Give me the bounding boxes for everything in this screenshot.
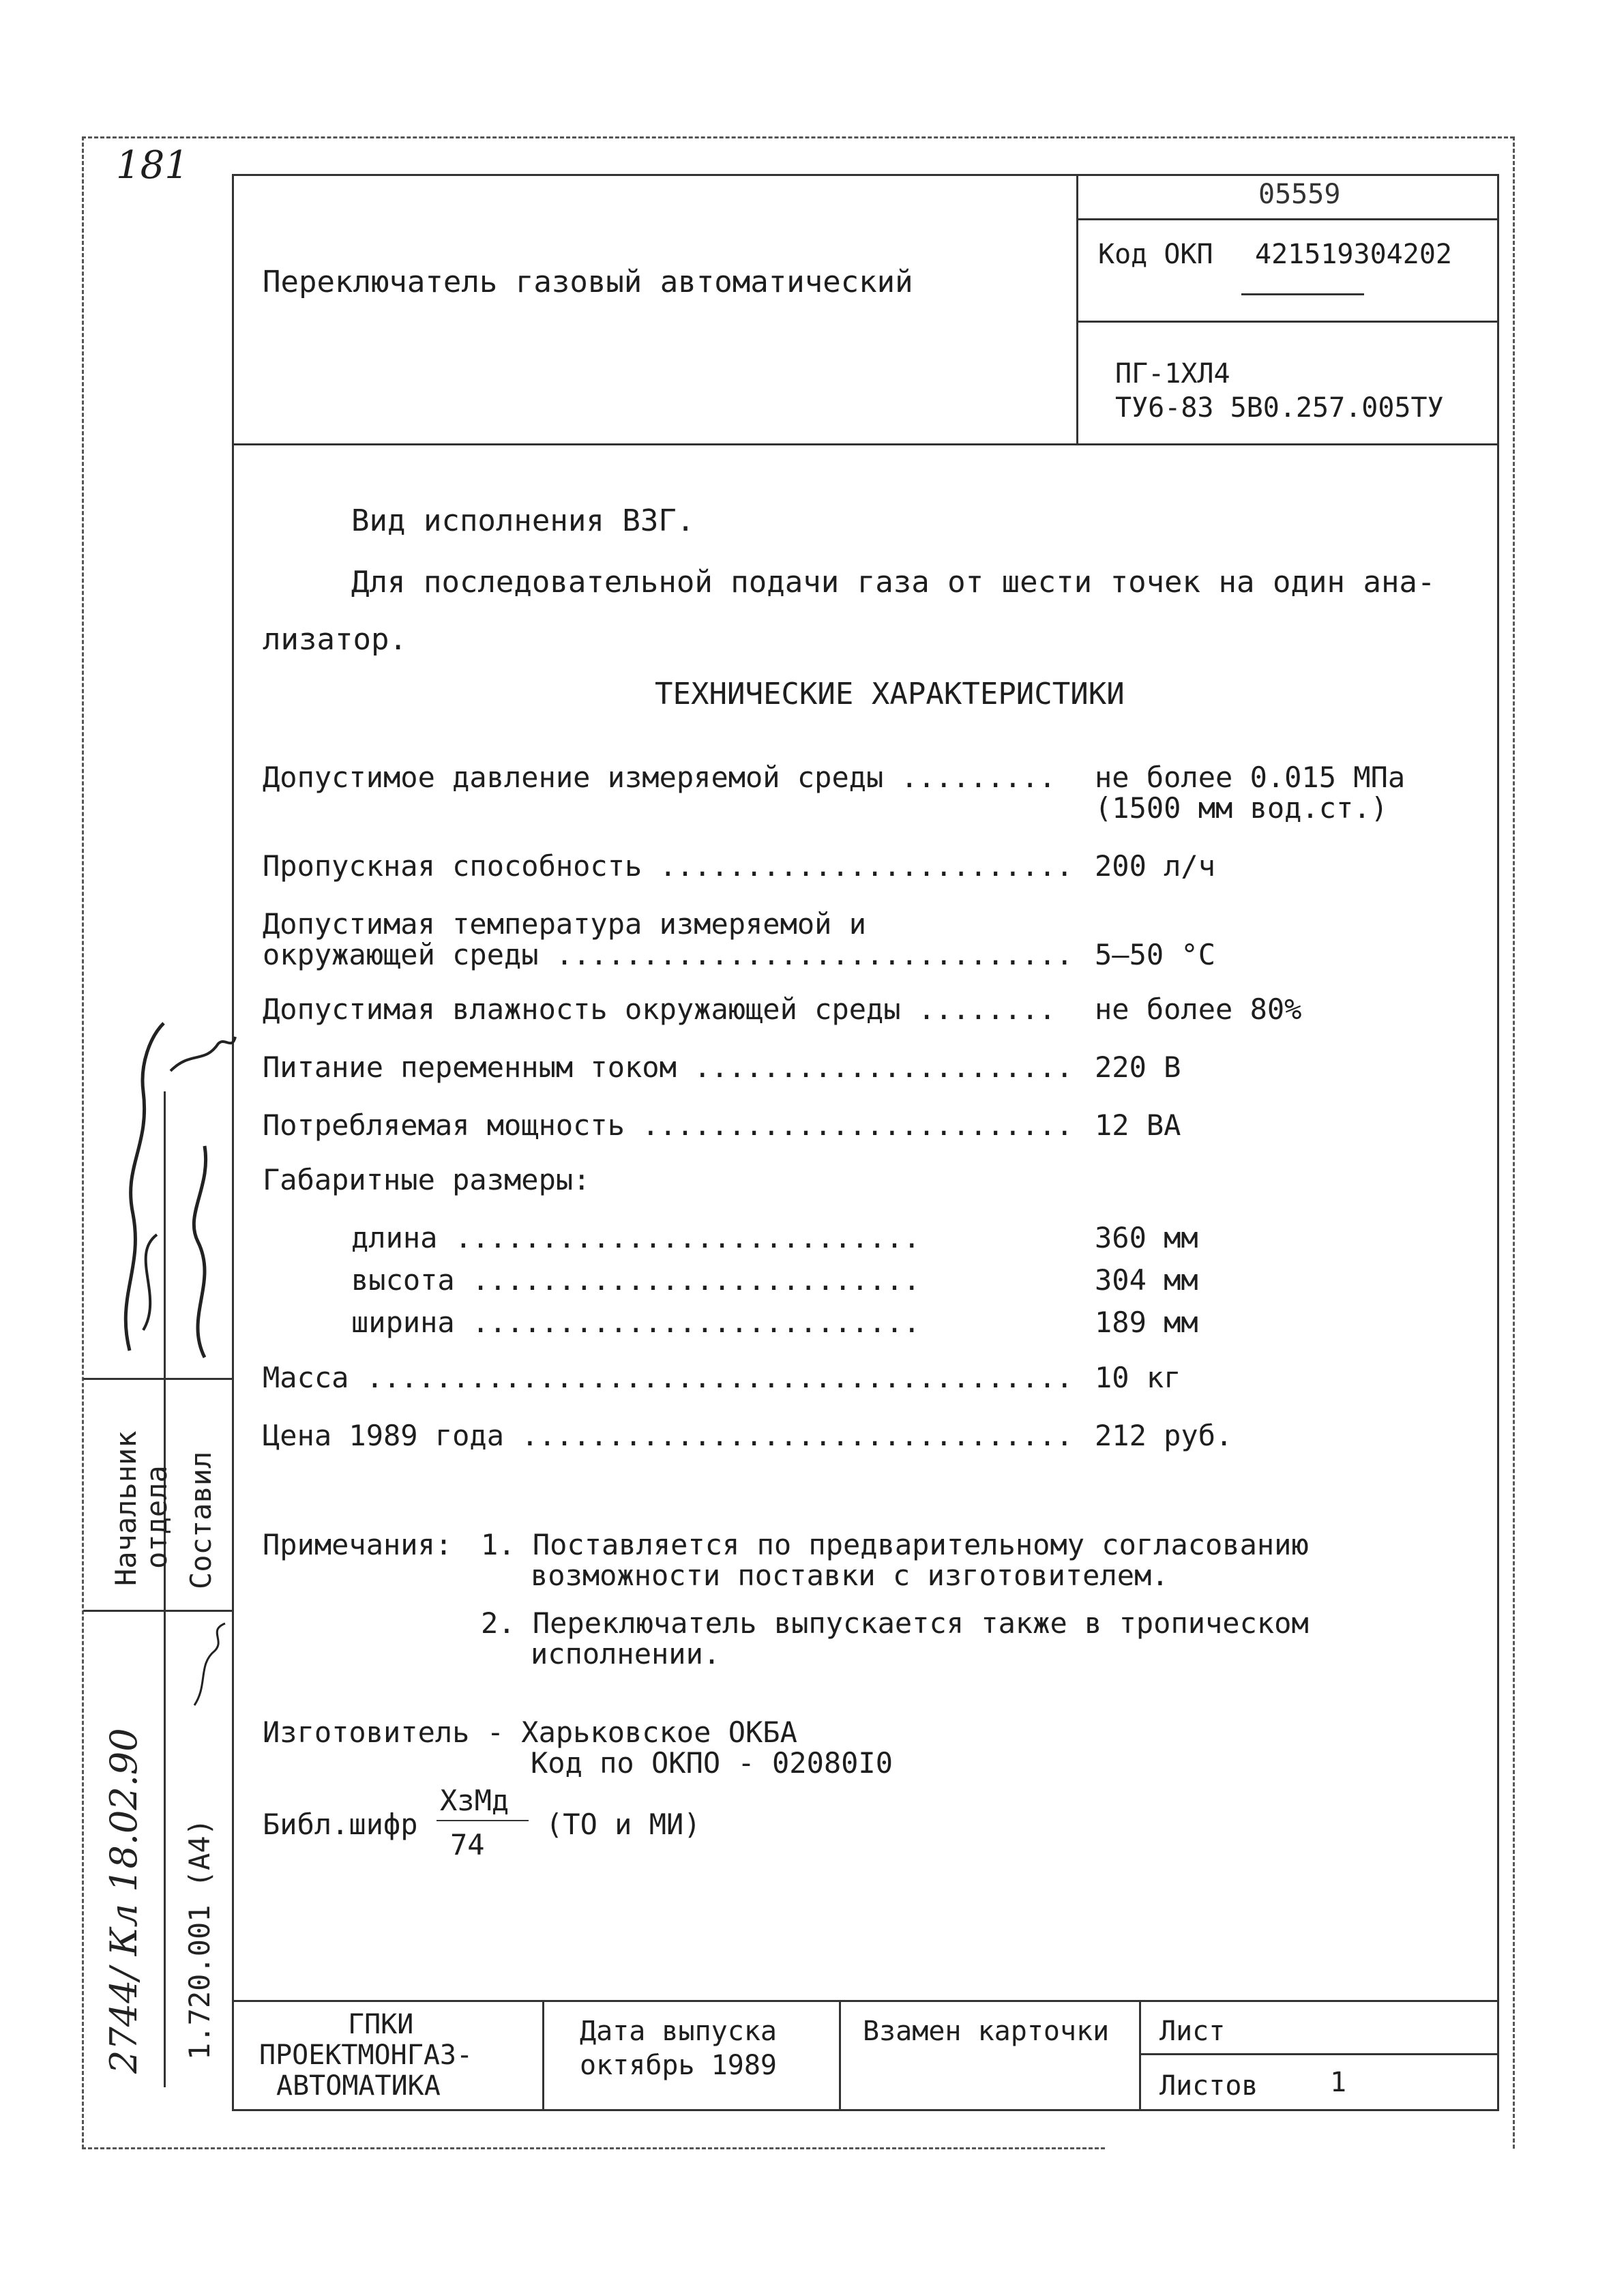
spec-value-width: 189 мм: [1095, 1306, 1198, 1339]
spec-value-pressure: не более 0.015 МПа: [1095, 761, 1406, 794]
spec-value-consumption: 12 ВА: [1095, 1108, 1181, 1142]
spec-label-dimensions: Габаритные размеры:: [263, 1163, 591, 1196]
stamp-form-code: 1.720.001 (А4): [183, 1818, 216, 2060]
stamp-head-label-2: отдела: [140, 1465, 173, 1569]
footer-sheets-value: 1: [1330, 2067, 1347, 2098]
signature-compiler-stroke-1: [194, 1146, 205, 1357]
header-row-line-2: [1076, 321, 1499, 323]
footer-sheets-label: Листов: [1159, 2070, 1258, 2102]
manufacturer-line-1: Изготовитель - Харьковское ОКБА: [263, 1716, 797, 1749]
right-dashed-border: [1513, 136, 1515, 2149]
spec-label-consumption: Потребляемая мощность .........................: [263, 1108, 1074, 1142]
spec-label-humidity: Допустимая влажность окружающей среды ........: [263, 992, 1056, 1026]
library-label: Библ.шифр: [263, 1808, 418, 1841]
okp-code: 421519304202: [1255, 239, 1452, 270]
stamp-compiler-label: Составил: [184, 1451, 218, 1589]
product-name: Переключатель газовый автоматический: [263, 265, 913, 299]
signature-head-stroke-2: [143, 1235, 157, 1330]
stamp-handwritten: 2744/ Кл 18.02.90: [102, 1728, 145, 2074]
product-spec: ТУ6-83 5В0.257.005ТУ: [1115, 392, 1444, 424]
signature-head: [102, 1010, 239, 1371]
footer-bottom-line: [232, 2109, 1499, 2111]
footer-issue-value: октябрь 1989: [580, 2050, 777, 2081]
bottom-dashed-border: [82, 2147, 1105, 2149]
spec-value-height: 304 мм: [1095, 1263, 1198, 1297]
notes-label: Примечания:: [263, 1528, 453, 1561]
okp-underline: [1241, 293, 1364, 295]
spec-label-throughput: Пропускная способность ........................: [263, 849, 1074, 883]
page-number: 181: [116, 143, 189, 188]
signature-small: [188, 1617, 235, 1712]
stamp-line-top: [83, 1378, 232, 1380]
footer-top-line: [232, 2000, 1499, 2002]
spec-value-mass: 10 кг: [1095, 1361, 1181, 1394]
product-model: ПГ-1ХЛ4: [1115, 358, 1230, 389]
intro-line-2: Для последовательной подачи газа от шести точек на один ана-: [351, 565, 1436, 600]
section-title: ТЕХНИЧЕСКИЕ ХАРАКТЕРИСТИКИ: [655, 677, 1125, 711]
spec-value-pressure-2: (1500 мм вод.ст.): [1095, 791, 1388, 825]
spec-label-width: ширина ..........................: [351, 1306, 921, 1339]
footer-divider-1: [542, 2000, 544, 2109]
spec-label-price: Цена 1989 года ................................: [263, 1419, 1074, 1452]
card-top-border: [232, 174, 1499, 176]
intro-line-1: Вид исполнения ВЗГ.: [351, 503, 695, 538]
spec-label-height: высота ..........................: [351, 1263, 921, 1297]
spec-label-length: длина ...........................: [351, 1221, 921, 1254]
footer-sheet-line: [1139, 2053, 1499, 2055]
header-bottom-border: [232, 443, 1499, 445]
footer-org-1: ГПКИ: [348, 2009, 414, 2040]
spec-label-temperature-1: Допустимая температура измеряемой и: [263, 907, 867, 941]
spec-label-temperature-2: окружающей среды ..............................: [263, 938, 1074, 971]
library-suffix: (ТО и МИ): [546, 1808, 701, 1841]
header-divider: [1076, 174, 1078, 443]
footer-replace-label: Взамен карточки: [863, 2016, 1110, 2047]
library-denominator: 74: [450, 1828, 485, 1861]
stamp-head-label-1: Начальник: [109, 1430, 143, 1586]
signature-head-stroke-1: [125, 1023, 164, 1351]
spec-value-throughput: 200 л/ч: [1095, 849, 1216, 883]
spec-value-humidity: не более 80%: [1095, 992, 1302, 1026]
note-1-line-1: 1. Поставляется по предварительному согласованию: [481, 1528, 1309, 1561]
spec-value-temperature: 5–50 °С: [1095, 938, 1216, 971]
stamp-line-bottom: [83, 1610, 232, 1612]
note-2-line-2: исполнении.: [531, 1637, 721, 1671]
spec-label-pressure: Допустимое давление измеряемой среды .........: [263, 761, 1056, 794]
top-dashed-border: [82, 136, 1514, 138]
footer-divider-2: [839, 2000, 841, 2109]
intro-line-3: лизатор.: [263, 622, 407, 657]
signature-small-stroke: [194, 1623, 225, 1705]
manufacturer-line-2: Код по ОКПО - 02080I0: [531, 1746, 893, 1780]
doc-number: 05559: [1258, 179, 1341, 210]
card-right-border: [1497, 174, 1499, 2111]
library-numerator: ХзМд: [440, 1784, 509, 1817]
left-dashed-border: [82, 136, 84, 2149]
header-row-line-1: [1076, 218, 1499, 220]
signature-compiler-stroke-2: [171, 1037, 235, 1071]
library-fraction-bar: [437, 1820, 529, 1821]
spec-label-mass: Масса .........................................: [263, 1361, 1074, 1394]
spec-value-length: 360 мм: [1095, 1221, 1198, 1254]
footer-issue-label: Дата выпуска: [580, 2016, 777, 2047]
spec-label-power-supply: Питание переменным током ......................: [263, 1050, 1074, 1084]
footer-sheet-label: Лист: [1159, 2016, 1226, 2047]
footer-org-2: ПРОЕКТМОНГАЗ-: [259, 2040, 473, 2071]
spec-value-power-supply: 220 В: [1095, 1050, 1181, 1084]
footer-org-3: АВТОМАТИКА: [276, 2070, 441, 2102]
note-2-line-1: 2. Переключатель выпускается также в тропическом: [481, 1606, 1309, 1640]
note-1-line-2: возможности поставки с изготовителем.: [531, 1559, 1169, 1592]
okp-label: Код ОКП: [1098, 239, 1213, 270]
spec-value-price: 212 руб.: [1095, 1419, 1233, 1452]
